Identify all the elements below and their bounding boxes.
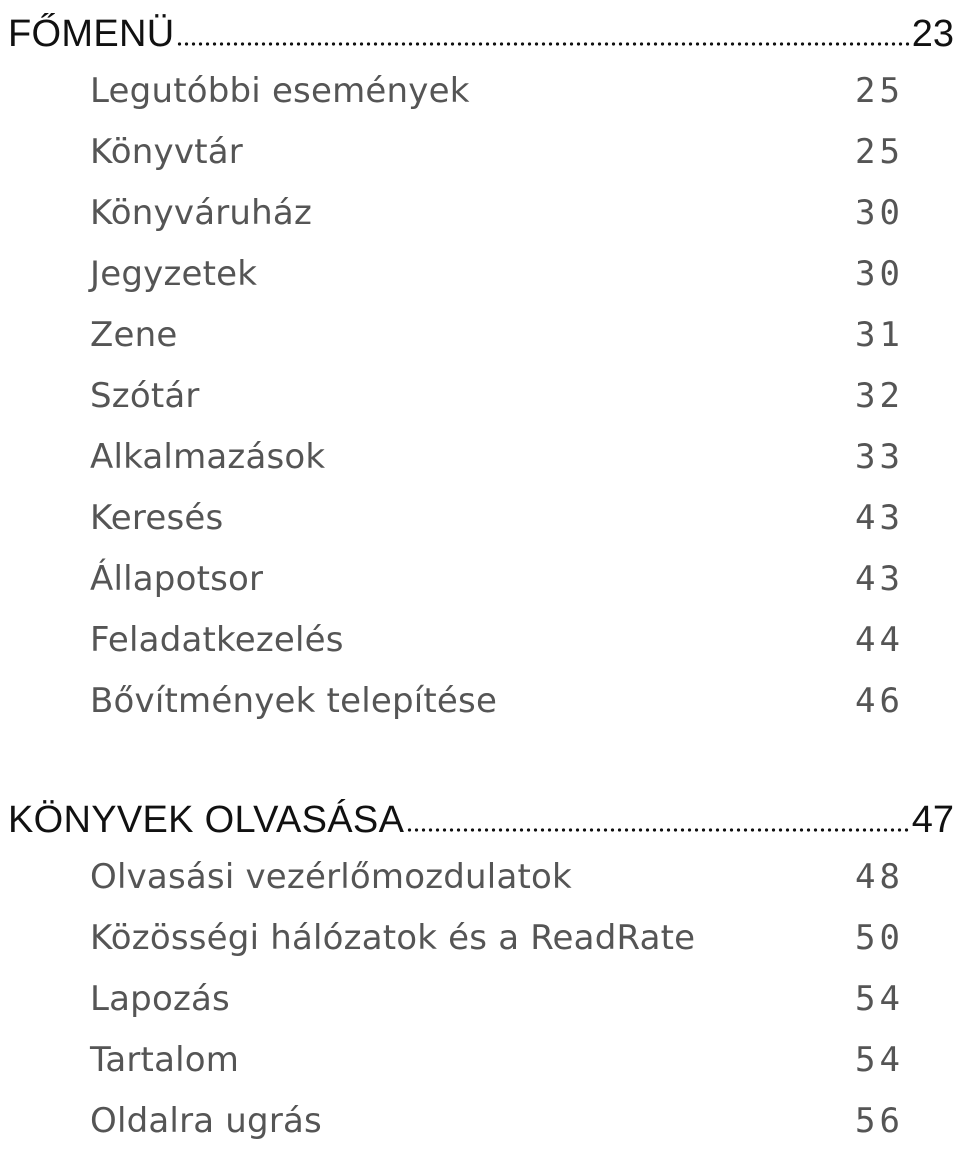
entry-page-number: 48	[855, 856, 904, 897]
toc-entry[interactable]	[0, 365, 960, 426]
section-page-number: 47	[911, 799, 954, 841]
toc-entry[interactable]	[0, 426, 960, 487]
section-heading[interactable]	[0, 0, 960, 56]
entry-page-number: 54	[855, 978, 904, 1019]
toc-entry[interactable]	[0, 670, 960, 731]
dot-leader	[176, 40, 909, 48]
entry-title: Keresés	[90, 497, 224, 538]
entry-title: Könyvtár	[90, 131, 243, 172]
entry-title: Szótár	[90, 375, 200, 416]
toc-entry[interactable]	[0, 1029, 960, 1090]
entry-title: Könyváruház	[90, 192, 312, 233]
entry-title: Tartalom	[90, 1039, 240, 1080]
toc-entry[interactable]	[0, 182, 960, 243]
toc-entry[interactable]	[0, 846, 960, 907]
entry-page-number: 32	[855, 375, 904, 416]
toc-entry[interactable]	[0, 968, 960, 1029]
dot-leader	[406, 826, 910, 834]
entry-title: Olvasási vezérlőmozdulatok	[90, 856, 572, 897]
entry-page-number: 43	[855, 558, 904, 599]
toc-entry[interactable]	[0, 548, 960, 609]
toc-section-konyvek-olvasasa	[0, 786, 960, 1151]
section-title: FŐMENÜ	[8, 13, 175, 55]
entry-page-number: 33	[855, 436, 904, 477]
entry-title: Állapotsor	[90, 558, 264, 599]
entry-title: Lapozás	[90, 978, 230, 1019]
entry-title: Oldalra ugrás	[90, 1100, 322, 1141]
entry-page-number: 25	[855, 70, 904, 111]
entry-page-number: 44	[855, 619, 904, 660]
toc-entry[interactable]	[0, 121, 960, 182]
entry-page-number: 50	[855, 917, 904, 958]
entry-page-number: 46	[855, 680, 904, 721]
entry-page-number: 30	[855, 192, 904, 233]
section-heading[interactable]	[0, 786, 960, 842]
entry-title: Közösségi hálózatok és a ReadRate	[90, 917, 696, 958]
entry-title: Alkalmazások	[90, 436, 326, 477]
entry-page-number: 31	[855, 314, 904, 355]
entry-title: Bővítmények telepítése	[90, 680, 498, 721]
toc-entry[interactable]	[0, 60, 960, 121]
section-page-number: 23	[911, 13, 954, 55]
toc-entry[interactable]	[0, 609, 960, 670]
toc-entry[interactable]	[0, 304, 960, 365]
entry-page-number: 25	[855, 131, 904, 172]
entry-page-number: 43	[855, 497, 904, 538]
entry-title: Legutóbbi események	[90, 70, 470, 111]
entry-page-number: 54	[855, 1039, 904, 1080]
entry-title: Zene	[90, 314, 178, 355]
toc-entry[interactable]	[0, 1090, 960, 1151]
toc-entry[interactable]	[0, 487, 960, 548]
entry-page-number: 56	[855, 1100, 904, 1141]
entry-page-number: 30	[855, 253, 904, 294]
section-title: KÖNYVEK OLVASÁSA	[8, 799, 405, 841]
toc-entry[interactable]	[0, 907, 960, 968]
entry-title: Feladatkezelés	[90, 619, 344, 660]
entry-title: Jegyzetek	[90, 253, 258, 294]
toc-entry[interactable]	[0, 243, 960, 304]
